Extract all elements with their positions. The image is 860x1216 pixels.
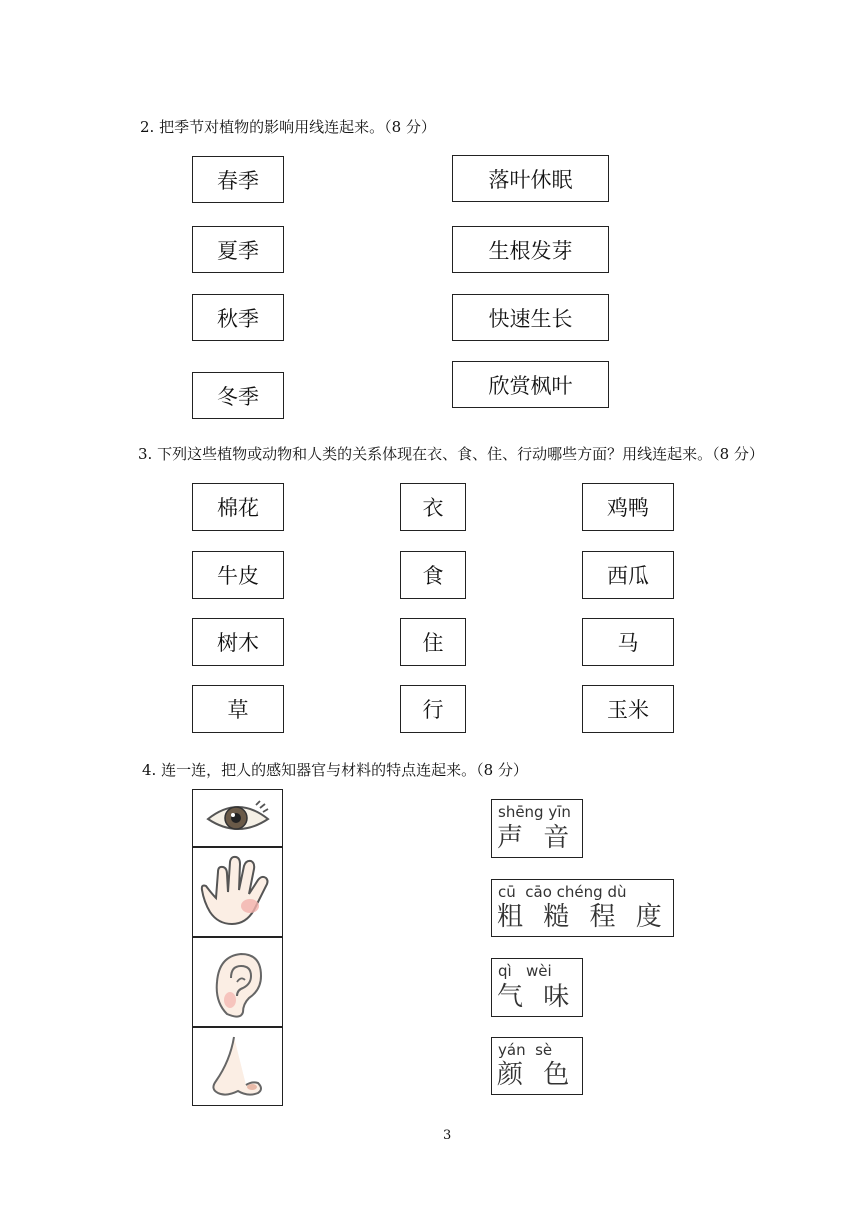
word-sound-hanzi: 声 音 <box>497 823 576 853</box>
item-watermelon-box[interactable]: 西瓜 <box>582 551 674 599</box>
question-4-title: 4. 连一连，把人的感知器官与材料的特点连起来。（8 分） <box>142 761 528 779</box>
effect-grow-box[interactable]: 快速生长 <box>452 294 609 341</box>
item-corn-box[interactable]: 玉米 <box>582 685 674 733</box>
nose-cell[interactable] <box>192 1027 283 1106</box>
question-3-title: 3. 下列这些植物或动物和人类的关系体现在衣、食、住、行动哪些方面？用线连起来。（8 分） <box>138 445 764 463</box>
aspect-clothing-box[interactable]: 衣 <box>400 483 466 531</box>
word-smell-hanzi: 气 味 <box>497 982 576 1012</box>
effect-maple-box[interactable]: 欣赏枫叶 <box>452 361 609 408</box>
hand-cell[interactable] <box>192 847 283 937</box>
season-autumn-box[interactable]: 秋季 <box>192 294 284 341</box>
word-color-box[interactable] <box>491 1037 583 1095</box>
ear-icon <box>203 942 273 1022</box>
season-winter-box[interactable]: 冬季 <box>192 372 284 419</box>
word-roughness-pinyin: cū cāo chéng dù <box>498 883 627 901</box>
effect-sprout-box[interactable]: 生根发芽 <box>452 226 609 273</box>
item-horse-box[interactable]: 马 <box>582 618 674 666</box>
question-2-title: 2. 把季节对植物的影响用线连起来。（8 分） <box>140 118 436 136</box>
word-roughness-box[interactable] <box>491 879 674 937</box>
aspect-food-box[interactable]: 食 <box>400 551 466 599</box>
word-color-hanzi: 颜 色 <box>497 1060 576 1090</box>
item-tree-box[interactable]: 树木 <box>192 618 284 666</box>
item-leather-box[interactable]: 牛皮 <box>192 551 284 599</box>
nose-icon <box>198 1031 278 1103</box>
page-number: 3 <box>443 1128 452 1143</box>
item-grass-box[interactable]: 草 <box>192 685 284 733</box>
eye-icon <box>198 793 278 843</box>
hand-icon <box>196 852 280 932</box>
season-summer-box[interactable]: 夏季 <box>192 226 284 273</box>
word-smell-box[interactable] <box>491 958 583 1017</box>
effect-dormant-box[interactable]: 落叶休眠 <box>452 155 609 202</box>
word-sound-box[interactable] <box>491 799 583 858</box>
item-cotton-box[interactable]: 棉花 <box>192 483 284 531</box>
ear-cell[interactable] <box>192 937 283 1027</box>
word-color-pinyin: yán sè <box>498 1041 553 1059</box>
word-sound-pinyin: shēng yīn <box>498 803 571 821</box>
word-smell-pinyin: qì wèi <box>498 962 552 980</box>
eye-cell[interactable] <box>192 789 283 847</box>
word-roughness-hanzi: 粗 糙 程 度 <box>497 902 668 932</box>
season-spring-box[interactable]: 春季 <box>192 156 284 203</box>
aspect-travel-box[interactable]: 行 <box>400 685 466 733</box>
item-poultry-box[interactable]: 鸡鸭 <box>582 483 674 531</box>
aspect-housing-box[interactable]: 住 <box>400 618 466 666</box>
